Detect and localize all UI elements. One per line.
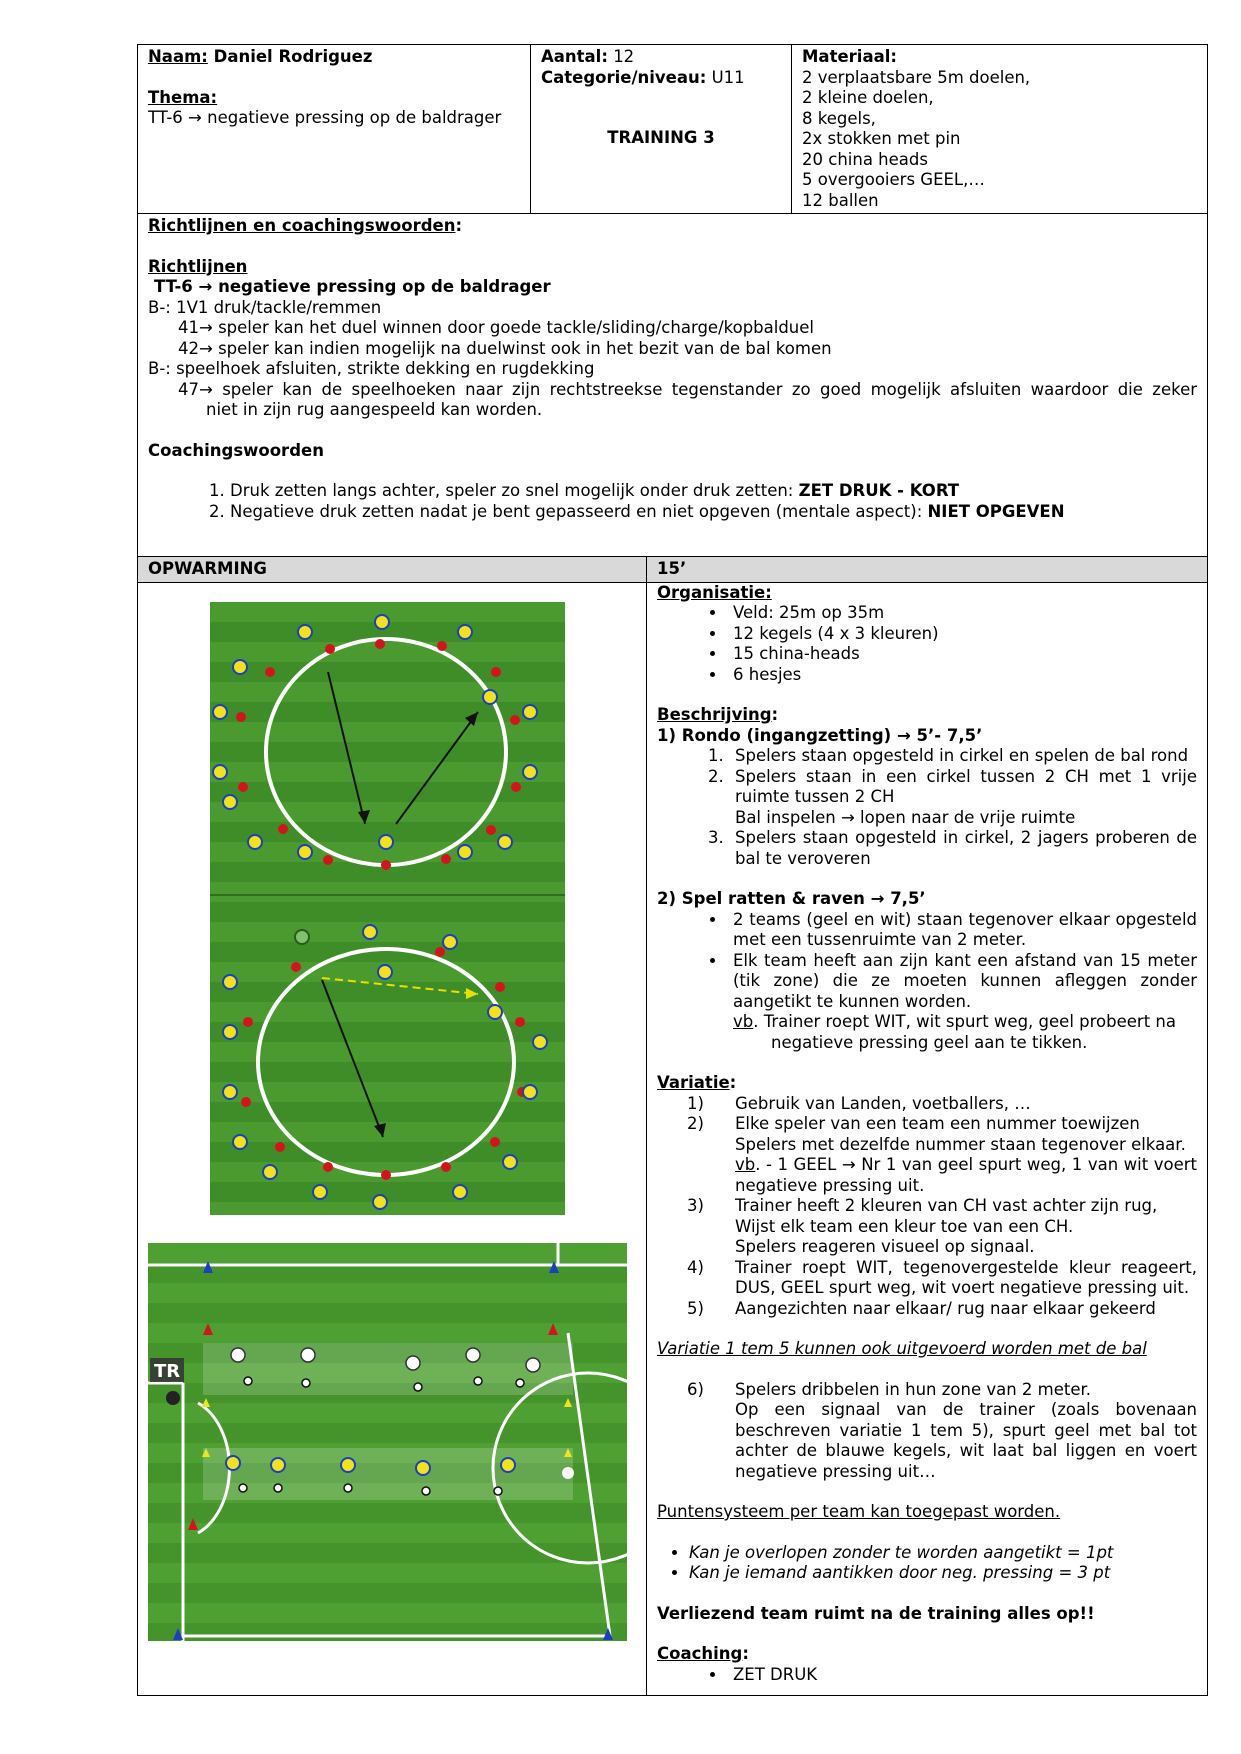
organisatie-item: • 6 hesjes xyxy=(727,665,1197,686)
coaching-title: Coachingswoorden xyxy=(148,440,324,460)
materiaal-item: 2x stokken met pin xyxy=(802,129,961,148)
organisatie-item: • 12 kegels (4 x 3 kleuren) xyxy=(727,624,1197,645)
richtlijn-b2: B-: speelhoek afsluiten, strikte dekking en rugdekking xyxy=(148,359,595,378)
spel-title: 2) Spel ratten & raven → 7,5’ xyxy=(657,889,926,908)
punten-list xyxy=(657,1543,1197,1584)
thema-value: TT-6 → negatieve pressing op de baldrager xyxy=(148,108,502,127)
tt-title: TT-6 → negatieve pressing op de baldrager xyxy=(154,277,551,296)
materiaal-item: 2 verplaatsbare 5m doelen, xyxy=(802,67,1031,87)
rondo-diagram-svg xyxy=(210,602,565,1215)
materiaal-item: 2 kleine doelen, xyxy=(802,88,934,107)
organisatie-list xyxy=(657,603,1197,685)
coaching-item-list xyxy=(657,1665,1197,1686)
richtlijn-47-cont: niet in zijn rug aangespeeld kan worden. xyxy=(206,400,543,419)
rondo-item: 2. Spelers staan in een cirkel tussen 2 CH met 1 vrije ruimte tussen 2 CH Bal inspelen → lopen naar de vrije ruimte xyxy=(729,767,1197,829)
richtlijnen-row xyxy=(138,214,1208,557)
richtlijnen-cell: Richtlijnen en coachingswoorden: Richtlijnen TT-6 → negatieve pressing op de baldrager B-: 1V1 druk/tackle/remmen 41→ speler kan het duel winnen door goede tackle/sliding/charge/kopbalduel 42→ speler kan indien mogelijk na duelwinst ook in het bezit van de bal komen B-: speelhoek afsluiten, strikte dekking en rugdekking 47→ speler kan de speelhoeken naar zijn rechtstreekse tegenstander zo goed mogelijk afsluiten waardoor die zeker niet in zijn rug aangespeeld kan worden. Coachingswoorden 1. Druk zetten langs achter, speler zo snel mogelijk onder druk zetten: ZET DRUK - KORT 2. Negatieve druk zetten nadat je bent gepasseerd en niet opgeven (mentale aspect): NIET OPGEVEN xyxy=(138,214,1208,557)
punten-label: Puntensysteem per team kan toegepast worden. xyxy=(657,1502,1061,1521)
thema-label: Thema: xyxy=(148,87,218,107)
variatie-note: Variatie 1 tem 5 kunnen ook uitgevoerd worden met de bal xyxy=(657,1339,1147,1358)
richtlijn-42: 42→ speler kan indien mogelijk na duelwinst ook in het bezit van de bal komen xyxy=(178,338,832,358)
richtlijnen-subtitle: Richtlijnen xyxy=(148,256,248,276)
variatie-label: Variatie: xyxy=(657,1073,737,1092)
spel-item: • 2 teams (geel en wit) staan tegenover elkaar opgesteld met een tussenruimte van 2 meter. xyxy=(727,910,1197,951)
coaching-item: 2. Negatieve druk zetten nadat je bent gepasseerd en niet opgeven (mentale aspect): NIET OPGEVEN xyxy=(230,502,1197,523)
materiaal-item: 12 ballen xyxy=(802,190,879,210)
richtlijn-b1: B-: 1V1 druk/tackle/remmen xyxy=(148,297,382,317)
richtlijnen-section-title: Richtlijnen en coachingswoorden xyxy=(148,216,456,235)
punten-item: • Kan je overlopen zonder te worden aangetikt = 1pt xyxy=(689,1543,1197,1564)
coaching-item: • ZET DRUK xyxy=(727,1665,1197,1686)
materiaal-cell xyxy=(792,45,1208,214)
header-row xyxy=(138,45,1208,214)
variatie-list-2 xyxy=(657,1380,1197,1483)
opwarming-duration: 15’ xyxy=(647,557,1208,583)
name-label: Naam: xyxy=(148,47,208,66)
materiaal-item: 8 kegels, xyxy=(802,108,876,128)
organisatie-item: • 15 china-heads xyxy=(727,644,1197,665)
beschrijving-label: Beschrijving: xyxy=(657,705,779,724)
rondo-list xyxy=(657,746,1197,869)
rondo-title: 1) Rondo (ingangzetting) → 5’- 7,5’ xyxy=(657,725,983,745)
categorie-label: Categorie/niveau: xyxy=(541,67,707,87)
materiaal-label: Materiaal: xyxy=(802,47,897,66)
aantal-value: 12 xyxy=(613,47,635,66)
variatie-item: 1) Gebruik van Landen, voetballers, … xyxy=(687,1093,1031,1113)
rondo-diagram xyxy=(210,602,565,1215)
richtlijn-41: 41→ speler kan het duel winnen door goede tackle/sliding/charge/kopbalduel xyxy=(178,318,814,337)
ratten-raven-svg xyxy=(148,1243,627,1641)
ratten-raven-diagram xyxy=(148,1243,627,1641)
name-theme-cell xyxy=(138,45,531,214)
trainer-label: TR xyxy=(154,1361,181,1382)
variatie-item: 3) Trainer heeft 2 kleuren van CH vast achter zijn rug, Wijst elk team een kleur toe van een CH. Spelers reageren visueel op signaal. xyxy=(687,1196,1158,1256)
materiaal-item: 5 overgooiers GEEL,… xyxy=(802,170,985,189)
materiaal-item: 20 china heads xyxy=(802,149,928,169)
variatie-item: 6) Spelers dribbelen in hun zone van 2 meter. Op een signaal van de trainer (zoals bovenaan beschreven variatie 1 tem 5), spurt geel met bal tot achter de blauwe kegels, wit laat bal liggen en voert negatieve pressing uit… xyxy=(687,1379,1198,1481)
coaching-list xyxy=(148,481,1197,522)
coaching-item: 1. Druk zetten langs achter, speler zo snel mogelijk onder druk zetten: ZET DRUK - KORT xyxy=(230,481,1197,502)
organisatie-item: • Veld: 25m op 35m xyxy=(727,603,1197,624)
opwarming-header-row xyxy=(138,557,1208,583)
white-zone xyxy=(203,1343,573,1395)
aantal-label: Aantal: xyxy=(541,47,608,66)
variatie-list xyxy=(657,1094,1197,1320)
name-value: Daniel Rodriguez xyxy=(213,47,373,66)
variatie-item: 2) Elke speler van een team een nummer toewijzen Spelers met dezelfde nummer staan tegenover elkaar. vb. - 1 GEEL → Nr 1 van geel spurt weg, 1 van wit voert negatieve pressing uit. xyxy=(687,1114,1198,1195)
opwarming-title: OPWARMING xyxy=(138,557,647,583)
categorie-value: U11 xyxy=(711,67,745,87)
spel-list xyxy=(657,910,1197,1054)
richtlijn-47: 47→ speler kan de speelhoeken naar zijn rechtstreekse tegenstander zo goed mogelijk afsluiten waardoor die zeker xyxy=(178,379,1198,399)
spel-item: • Elk team heeft aan zijn kant een afstand van 15 meter (tik zone) die ze moeten kunnen afleggen zonder aangetikt te kunnen worden. vb. Trainer roept WIT, wit spurt weg, geel probeert na negatieve pressing geel aan te tikken. xyxy=(727,951,1197,1054)
rondo-item: 1. Spelers staan opgesteld in cirkel en spelen de bal rond xyxy=(729,746,1197,767)
aantal-cell xyxy=(531,45,792,214)
description-cell xyxy=(647,582,1208,1695)
punten-item: • Kan je iemand aantikken door neg. pressing = 3 pt xyxy=(689,1563,1197,1584)
training-number: TRAINING 3 xyxy=(607,128,715,147)
yellow-zone xyxy=(203,1448,573,1500)
organisatie-label: Organisatie: xyxy=(657,582,772,602)
rondo-item: 3. Spelers staan opgesteld in cirkel, 2 jagers proberen de bal te veroveren xyxy=(729,828,1197,869)
verliezend-note: Verliezend team ruimt na de training alles op!! xyxy=(657,1603,1095,1623)
variatie-item: 5) Aangezichten naar elkaar/ rug naar elkaar gekeerd xyxy=(687,1298,1156,1318)
trainer-player xyxy=(166,1391,180,1405)
coaching-label: Coaching: xyxy=(657,1644,749,1663)
variatie-item: 4) Trainer roept WIT, tegenovergestelde kleur reageert, DUS, GEEL spurt weg, wit voert negatieve pressing uit. xyxy=(687,1257,1198,1297)
